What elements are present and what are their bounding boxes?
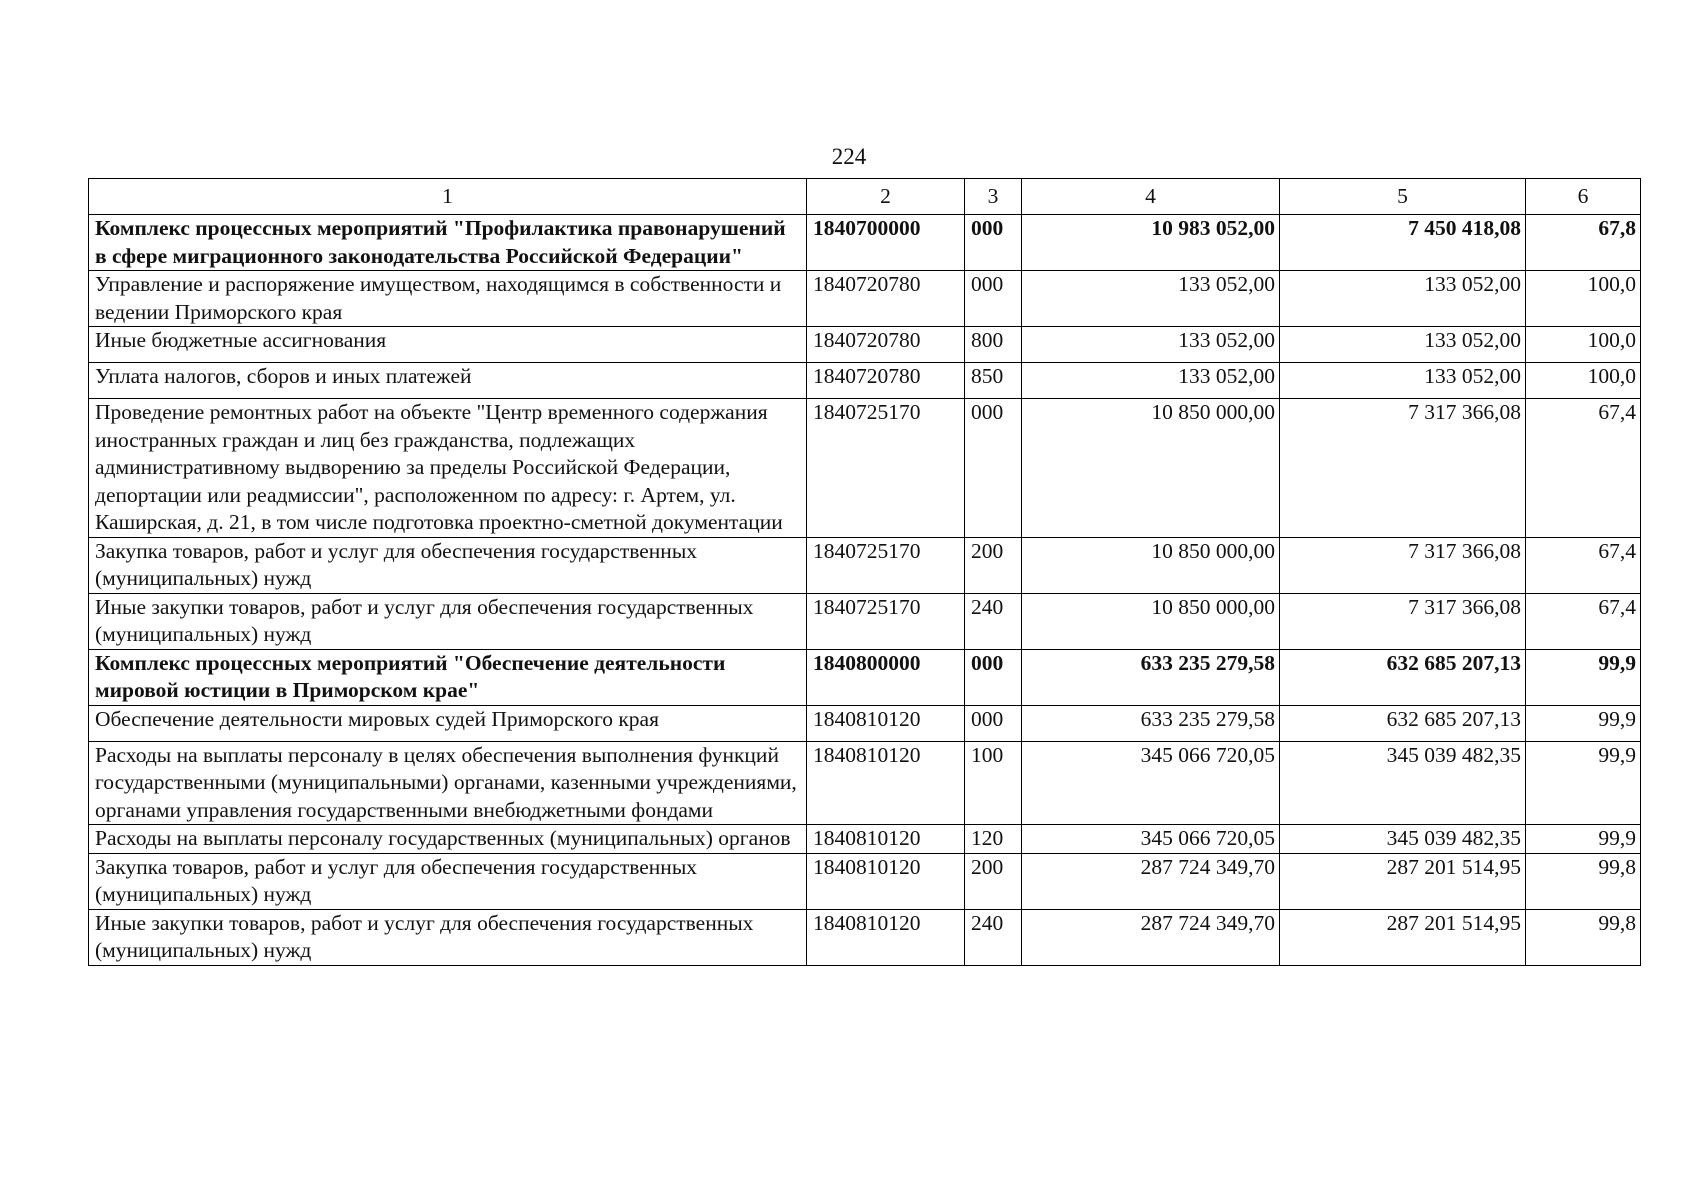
item-percent: 99,9 bbox=[1526, 705, 1641, 741]
item-name: Обеспечение деятельности мировых судей Приморского края bbox=[89, 705, 807, 741]
table-row bbox=[89, 215, 1641, 271]
item-plan-amount: 10 850 000,00 bbox=[1022, 593, 1280, 649]
item-plan-amount: 10 850 000,00 bbox=[1022, 537, 1280, 593]
item-vr-code: 000 bbox=[965, 399, 1022, 538]
item-csr-code: 1840720780 bbox=[807, 271, 965, 327]
item-plan-amount: 287 724 349,70 bbox=[1022, 853, 1280, 909]
table-row bbox=[89, 649, 1641, 705]
item-fact-amount: 7 317 366,08 bbox=[1280, 593, 1526, 649]
item-vr-code: 000 bbox=[965, 705, 1022, 741]
item-csr-code: 1840720780 bbox=[807, 363, 965, 399]
item-name: Расходы на выплаты персоналу государственных (муниципальных) органов bbox=[89, 825, 807, 854]
item-percent: 100,0 bbox=[1526, 327, 1641, 363]
column-header-6: 6 bbox=[1526, 179, 1641, 215]
column-number-row bbox=[89, 179, 1641, 215]
item-csr-code: 1840725170 bbox=[807, 593, 965, 649]
item-percent: 99,8 bbox=[1526, 853, 1641, 909]
item-percent: 67,4 bbox=[1526, 593, 1641, 649]
item-fact-amount: 287 201 514,95 bbox=[1280, 853, 1526, 909]
column-header-3: 3 bbox=[965, 179, 1022, 215]
table-row bbox=[89, 741, 1641, 825]
table-row bbox=[89, 825, 1641, 854]
column-header-5: 5 bbox=[1280, 179, 1526, 215]
table-row bbox=[89, 399, 1641, 538]
item-plan-amount: 633 235 279,58 bbox=[1022, 705, 1280, 741]
item-name: Комплекс процессных мероприятий "Обеспечение деятельности мировой юстиции в Приморском крае" bbox=[89, 649, 807, 705]
item-vr-code: 120 bbox=[965, 825, 1022, 854]
item-name: Иные закупки товаров, работ и услуг для обеспечения государственных (муниципальных) нужд bbox=[89, 593, 807, 649]
column-header-2: 2 bbox=[807, 179, 965, 215]
item-fact-amount: 345 039 482,35 bbox=[1280, 825, 1526, 854]
item-name: Уплата налогов, сборов и иных платежей bbox=[89, 363, 807, 399]
item-percent: 99,9 bbox=[1526, 741, 1641, 825]
item-csr-code: 1840810120 bbox=[807, 853, 965, 909]
item-fact-amount: 7 317 366,08 bbox=[1280, 537, 1526, 593]
item-csr-code: 1840810120 bbox=[807, 741, 965, 825]
item-name: Управление и распоряжение имуществом, находящимся в собственности и ведении Приморского края bbox=[89, 271, 807, 327]
table-row bbox=[89, 537, 1641, 593]
item-plan-amount: 287 724 349,70 bbox=[1022, 909, 1280, 965]
item-fact-amount: 7 317 366,08 bbox=[1280, 399, 1526, 538]
item-fact-amount: 7 450 418,08 bbox=[1280, 215, 1526, 271]
item-percent: 99,9 bbox=[1526, 825, 1641, 854]
item-fact-amount: 345 039 482,35 bbox=[1280, 741, 1526, 825]
item-name: Закупка товаров, работ и услуг для обеспечения государственных (муниципальных) нужд bbox=[89, 537, 807, 593]
item-fact-amount: 632 685 207,13 bbox=[1280, 705, 1526, 741]
item-plan-amount: 10 983 052,00 bbox=[1022, 215, 1280, 271]
table-row bbox=[89, 909, 1641, 965]
item-percent: 100,0 bbox=[1526, 363, 1641, 399]
item-percent: 99,8 bbox=[1526, 909, 1641, 965]
item-vr-code: 200 bbox=[965, 537, 1022, 593]
item-csr-code: 1840810120 bbox=[807, 825, 965, 854]
item-fact-amount: 133 052,00 bbox=[1280, 327, 1526, 363]
item-name: Комплекс процессных мероприятий "Профилактика правонарушений в сфере миграционного законодательства Российской Федерации" bbox=[89, 215, 807, 271]
column-header-1: 1 bbox=[89, 179, 807, 215]
item-plan-amount: 133 052,00 bbox=[1022, 363, 1280, 399]
item-fact-amount: 632 685 207,13 bbox=[1280, 649, 1526, 705]
item-fact-amount: 133 052,00 bbox=[1280, 271, 1526, 327]
table-row bbox=[89, 593, 1641, 649]
item-fact-amount: 133 052,00 bbox=[1280, 363, 1526, 399]
item-vr-code: 000 bbox=[965, 271, 1022, 327]
table-row bbox=[89, 705, 1641, 741]
item-name: Проведение ремонтных работ на объекте "Центр временного содержания иностранных граждан и лиц без гражданства, подлежащих административному выдворению за пределы Российской Федерации, депортации или реадмиссии", расположенном по адресу: г. Артем, ул. Каширская, д. 21, в том числе подготовка проектно-сметной документации bbox=[89, 399, 807, 538]
item-percent: 67,8 bbox=[1526, 215, 1641, 271]
item-plan-amount: 133 052,00 bbox=[1022, 271, 1280, 327]
item-csr-code: 1840720780 bbox=[807, 327, 965, 363]
item-vr-code: 200 bbox=[965, 853, 1022, 909]
column-header-4: 4 bbox=[1022, 179, 1280, 215]
table-row bbox=[89, 271, 1641, 327]
item-csr-code: 1840810120 bbox=[807, 705, 965, 741]
item-name: Иные закупки товаров, работ и услуг для обеспечения государственных (муниципальных) нужд bbox=[89, 909, 807, 965]
item-vr-code: 100 bbox=[965, 741, 1022, 825]
item-name: Иные бюджетные ассигнования bbox=[89, 327, 807, 363]
budget-table bbox=[88, 178, 1641, 966]
item-plan-amount: 133 052,00 bbox=[1022, 327, 1280, 363]
item-fact-amount: 287 201 514,95 bbox=[1280, 909, 1526, 965]
item-plan-amount: 345 066 720,05 bbox=[1022, 825, 1280, 854]
item-csr-code: 1840700000 bbox=[807, 215, 965, 271]
item-csr-code: 1840725170 bbox=[807, 537, 965, 593]
item-csr-code: 1840810120 bbox=[807, 909, 965, 965]
item-plan-amount: 10 850 000,00 bbox=[1022, 399, 1280, 538]
item-name: Закупка товаров, работ и услуг для обеспечения государственных (муниципальных) нужд bbox=[89, 853, 807, 909]
item-vr-code: 240 bbox=[965, 909, 1022, 965]
item-vr-code: 240 bbox=[965, 593, 1022, 649]
item-percent: 99,9 bbox=[1526, 649, 1641, 705]
item-plan-amount: 633 235 279,58 bbox=[1022, 649, 1280, 705]
item-percent: 100,0 bbox=[1526, 271, 1641, 327]
table-row bbox=[89, 853, 1641, 909]
table-row bbox=[89, 363, 1641, 399]
item-name: Расходы на выплаты персоналу в целях обеспечения выполнения функций государственными (муниципальными) органами, казенными учреждениями, органами управления государственными внебюджетными фондами bbox=[89, 741, 807, 825]
table-row bbox=[89, 327, 1641, 363]
table-body bbox=[89, 215, 1641, 966]
item-csr-code: 1840725170 bbox=[807, 399, 965, 538]
item-csr-code: 1840800000 bbox=[807, 649, 965, 705]
item-vr-code: 800 bbox=[965, 327, 1022, 363]
item-vr-code: 850 bbox=[965, 363, 1022, 399]
page-number: 224 bbox=[831, 144, 867, 169]
item-percent: 67,4 bbox=[1526, 399, 1641, 538]
item-plan-amount: 345 066 720,05 bbox=[1022, 741, 1280, 825]
item-vr-code: 000 bbox=[965, 649, 1022, 705]
item-vr-code: 000 bbox=[965, 215, 1022, 271]
item-percent: 67,4 bbox=[1526, 537, 1641, 593]
